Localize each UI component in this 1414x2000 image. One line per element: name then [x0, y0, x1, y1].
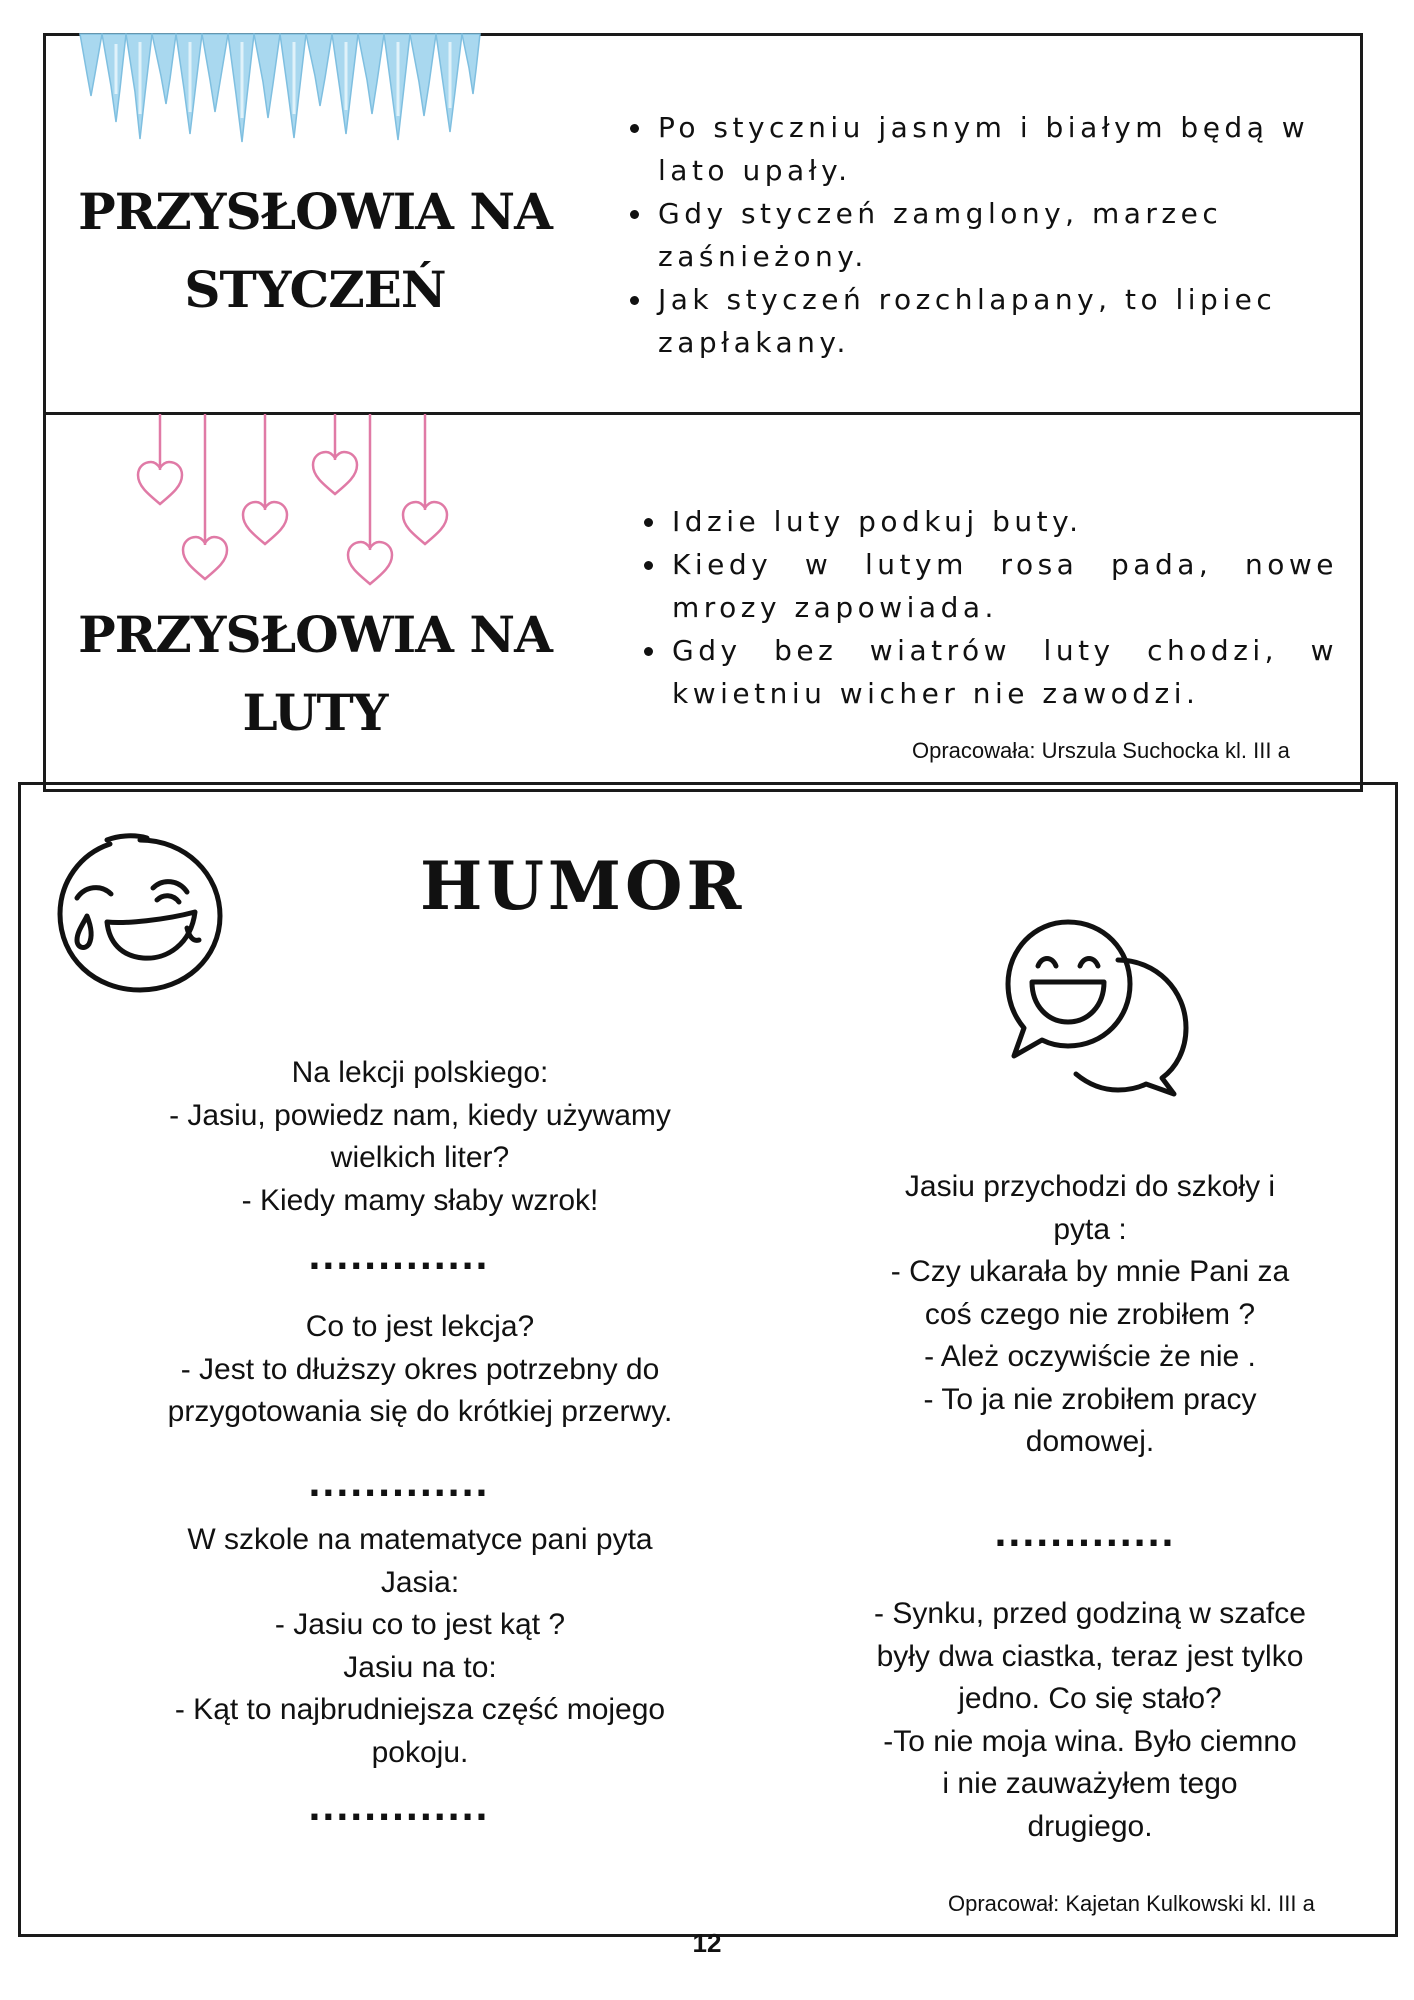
list-item: • Idzie luty podkuj buty.: [668, 500, 1338, 543]
february-title-line2: LUTY: [242, 683, 388, 742]
list-item: • Jak styczeń rozchlapany, to lipiec zapłakany.: [654, 278, 1330, 364]
list-item: • Kiedy w lutym rosa pada, nowe mrozy zapowiada.: [668, 543, 1338, 629]
joke-separator: .............: [308, 1789, 489, 1829]
joke-separator: .............: [308, 1238, 489, 1278]
joke-left-3: W szkole na matematyce pani pyta Jasia: - Jasiu co to jest kąt ? Jasiu na to: - Kąt to najbrudniejsza część mojego pokoju.: [174, 1523, 666, 1769]
list-item: • Gdy styczeń zamglony, marzec zaśnieżony.: [654, 192, 1330, 278]
smiling-speech-bubble-icon: [1006, 918, 1186, 1096]
february-title-line1: PRZYSŁOWIA NA: [78, 605, 552, 664]
hanging-hearts-icon: [130, 414, 460, 604]
laughing-face-icon: [55, 832, 225, 994]
february-proverb-list: [636, 500, 1338, 715]
february-credit: Opracowała: Urszula Suchocka kl. III a: [912, 738, 1290, 763]
page-number: 12: [692, 1928, 722, 1958]
humor-title: HUMOR: [420, 847, 746, 925]
list-item: • Gdy bez wiatrów luty chodzi, w kwietniu wicher nie zawodzi.: [668, 629, 1338, 715]
list-item: • Po styczniu jasnym i białym będą w lato upały.: [654, 106, 1330, 192]
january-title-line2: STYCZEŃ: [184, 260, 446, 319]
joke-separator: .............: [994, 1515, 1175, 1555]
joke-separator: .............: [308, 1465, 489, 1505]
joke-left-1: Na lekcji polskiego: - Jasiu, powiedz nam, kiedy używamy wielkich liter? - Kiedy mamy słaby wzrok!: [169, 1056, 671, 1217]
joke-right-1: Jasiu przychodzi do szkoły i pyta : - Czy ukarała by mnie Pani za coś czego nie zrobiłem ? - Ależ oczywiście że nie . - To ja nie zrobiłem pracy domowej.: [890, 1170, 1290, 1458]
icicles-icon: [80, 34, 480, 144]
february-title: [55, 596, 575, 752]
january-title-line1: PRZYSŁOWIA NA: [78, 182, 552, 241]
joke-left-2: Co to jest lekcja? - Jest to dłuższy okres potrzebny do przygotowania się do krótkiej przerwy.: [167, 1310, 673, 1428]
humor-credit: Opracował: Kajetan Kulkowski kl. III a: [948, 1891, 1315, 1916]
joke-right-2: - Synku, przed godziną w szafce były dwa ciastka, teraz jest tylko jedno. Co się stało? -To nie moja wina. Było ciemno i nie zauważyłem tego drugiego.: [874, 1597, 1306, 1843]
january-proverb-list: [622, 106, 1330, 364]
january-title: [55, 173, 575, 329]
